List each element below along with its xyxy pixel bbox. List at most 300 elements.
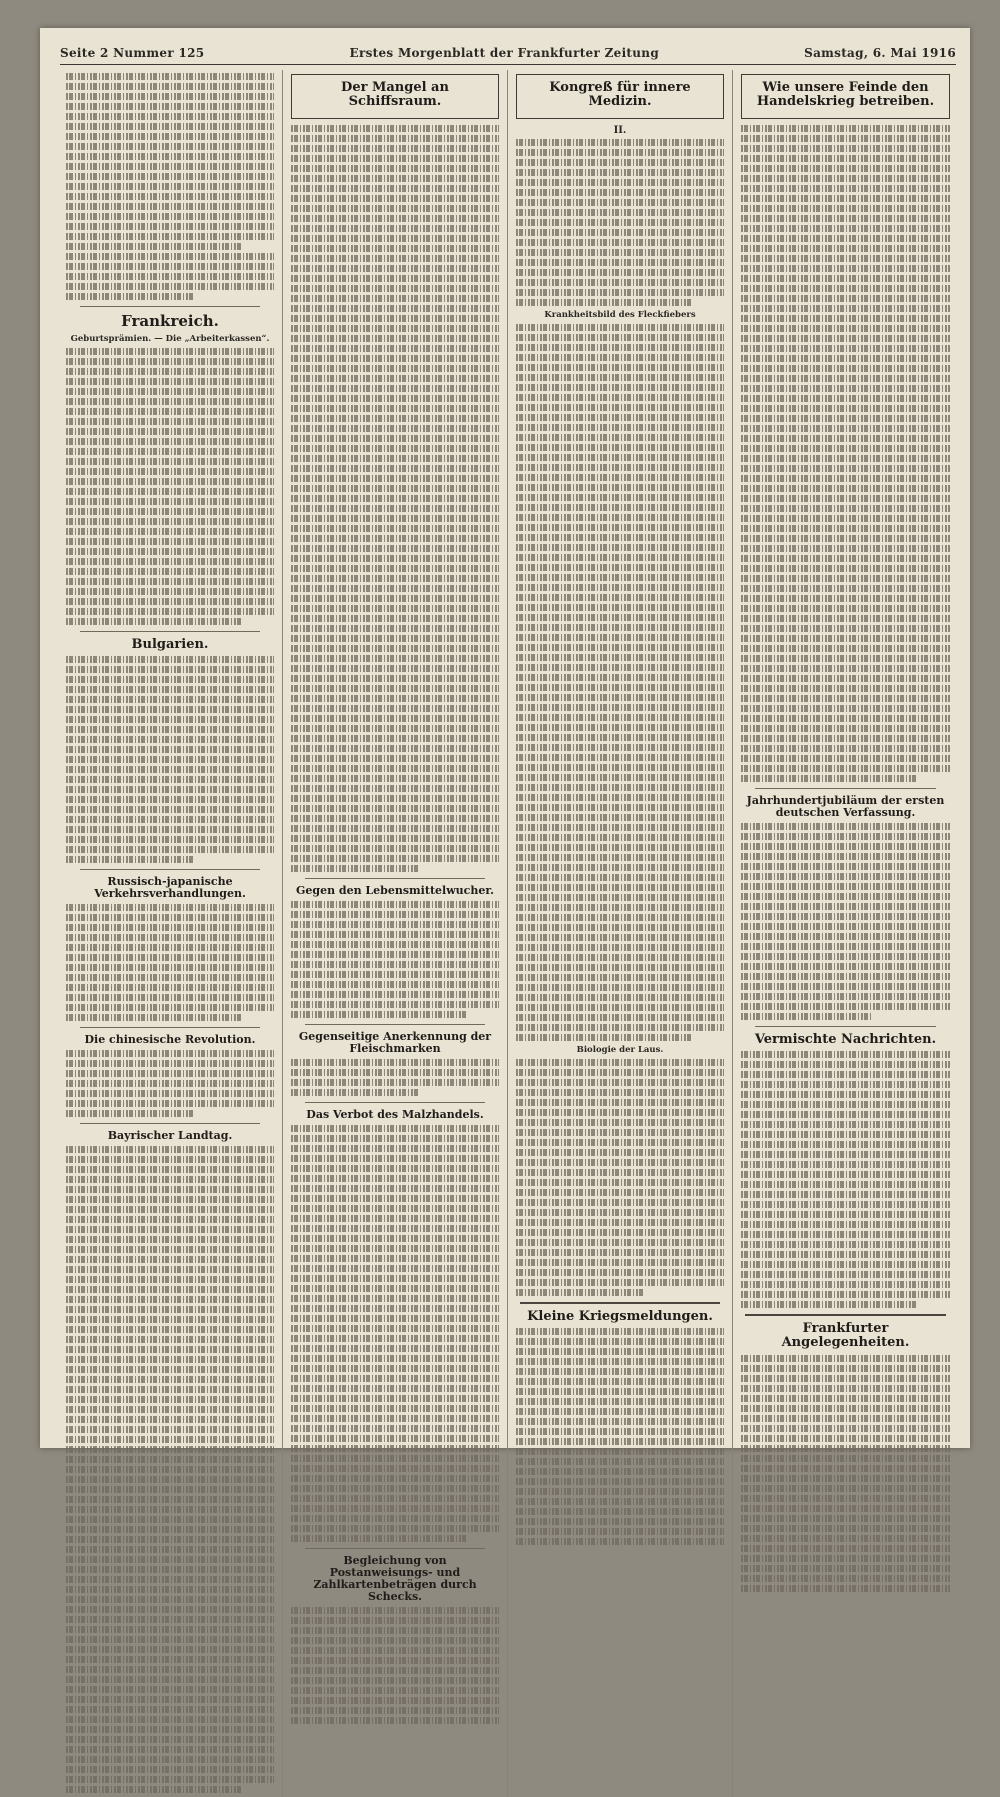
text-line — [741, 565, 950, 572]
text-line — [516, 1239, 724, 1246]
text-line — [66, 1080, 274, 1087]
article-handelskrieg — [741, 125, 950, 782]
text-line — [741, 1071, 950, 1078]
text-line — [291, 695, 499, 702]
text-line — [741, 973, 950, 980]
text-line — [66, 498, 274, 505]
text-line — [741, 435, 950, 442]
text-line — [516, 504, 724, 511]
text-line — [741, 1271, 950, 1278]
text-line — [741, 963, 950, 970]
text-line — [291, 745, 499, 752]
issue-date: Samstag, 6. Mai 1916 — [804, 46, 956, 60]
text-line — [741, 295, 950, 302]
text-line — [66, 1346, 274, 1353]
text-line — [66, 283, 274, 290]
headline-russisch-japanisch: Russisch-japanische Verkehrsverhandlungen. — [94, 874, 246, 900]
text-line — [291, 325, 499, 332]
text-line — [66, 1456, 274, 1463]
text-line — [516, 974, 724, 981]
text-line — [66, 706, 274, 713]
text-line — [291, 931, 499, 938]
divider-rule — [305, 1102, 485, 1103]
text-line — [66, 608, 274, 615]
article-continuation — [66, 73, 274, 300]
text-line — [741, 1101, 950, 1108]
text-line — [66, 1606, 274, 1613]
text-line — [291, 855, 499, 862]
text-line — [741, 685, 950, 692]
text-line — [66, 163, 274, 170]
text-line — [516, 954, 724, 961]
text-line — [66, 1716, 274, 1723]
text-line — [741, 395, 950, 402]
text-line — [741, 385, 950, 392]
article-kongress-intro — [516, 139, 724, 306]
text-line — [516, 1269, 724, 1276]
text-line — [516, 1149, 724, 1156]
divider-rule — [755, 788, 936, 789]
text-line — [741, 1415, 950, 1422]
text-line — [66, 73, 274, 80]
text-line — [66, 598, 274, 605]
text-line — [291, 605, 499, 612]
text-line — [741, 545, 950, 552]
text-line — [516, 874, 724, 881]
text-line — [291, 865, 420, 872]
text-line — [516, 1169, 724, 1176]
text-line — [66, 578, 274, 585]
text-line — [66, 1666, 274, 1673]
text-line — [291, 615, 499, 622]
text-line — [741, 715, 950, 722]
text-line — [741, 305, 950, 312]
text-line — [741, 1535, 950, 1542]
text-line — [741, 1251, 950, 1258]
text-line — [291, 1375, 499, 1382]
text-line — [516, 484, 724, 491]
text-line — [741, 185, 950, 192]
text-line — [66, 1326, 274, 1333]
text-line — [291, 575, 499, 582]
text-line — [291, 715, 499, 722]
text-line — [741, 1445, 950, 1452]
headline-bulgarien: Bulgarien. — [131, 636, 209, 652]
text-line — [66, 1146, 274, 1153]
text-line — [741, 1231, 950, 1238]
divider-rule — [520, 1302, 720, 1304]
text-line — [291, 1455, 499, 1462]
divider-rule — [745, 1314, 946, 1316]
text-line — [741, 1395, 950, 1402]
divider-rule — [80, 1027, 260, 1028]
text-line — [516, 209, 724, 216]
text-line — [291, 565, 499, 572]
text-line — [66, 1476, 274, 1483]
text-line — [66, 253, 274, 260]
text-line — [66, 408, 274, 415]
text-line — [291, 825, 499, 832]
text-line — [66, 924, 274, 931]
headline-kongress-innere-medizin: Kongreß für innere Medizin. — [549, 80, 691, 110]
text-line — [741, 1435, 950, 1442]
text-line — [66, 143, 274, 150]
text-line — [291, 775, 499, 782]
text-line — [741, 933, 950, 940]
text-line — [291, 765, 499, 772]
text-line — [291, 1687, 499, 1694]
text-line — [66, 1406, 274, 1413]
text-line — [741, 675, 950, 682]
text-line — [291, 515, 499, 522]
text-line — [741, 1003, 950, 1010]
text-line — [291, 951, 499, 958]
text-line — [516, 784, 724, 791]
text-line — [291, 961, 499, 968]
text-line — [291, 245, 499, 252]
text-line — [741, 1425, 950, 1432]
text-line — [291, 205, 499, 212]
text-line — [516, 544, 724, 551]
divider-rule — [305, 1024, 485, 1025]
text-line — [516, 1448, 724, 1455]
text-line — [291, 265, 499, 272]
text-line — [291, 1395, 499, 1402]
page-number: Seite 2 Nummer 125 — [60, 46, 205, 60]
text-line — [66, 1236, 274, 1243]
text-line — [66, 756, 274, 763]
divider-rule — [80, 869, 260, 870]
text-line — [741, 365, 950, 372]
text-line — [741, 883, 950, 890]
text-line — [741, 1221, 950, 1228]
text-line — [741, 953, 950, 960]
text-line — [516, 464, 724, 471]
text-line — [741, 735, 950, 742]
text-line — [741, 515, 950, 522]
text-line — [516, 1034, 691, 1041]
text-line — [291, 425, 499, 432]
text-line — [741, 1545, 950, 1552]
text-line — [291, 255, 499, 262]
text-line — [741, 983, 950, 990]
text-line — [741, 665, 950, 672]
text-line — [516, 1229, 724, 1236]
headline-schiffsraum: Der Mangel an Schiffsraum. — [341, 80, 449, 110]
text-line — [741, 455, 950, 462]
text-line — [66, 1256, 274, 1263]
text-line — [516, 1488, 724, 1495]
text-line — [291, 625, 499, 632]
text-line — [291, 635, 499, 642]
text-line — [516, 199, 724, 206]
column-4 — [733, 70, 958, 1797]
subhead-biologie-der-laus: Biologie der Laus. — [576, 1044, 664, 1055]
text-line — [291, 275, 499, 282]
text-line — [741, 1495, 950, 1502]
text-line — [741, 1201, 950, 1208]
text-line — [516, 664, 724, 671]
text-line — [66, 358, 274, 365]
newspaper-title: Erstes Morgenblatt der Frankfurter Zeitung — [349, 46, 660, 60]
text-line — [291, 535, 499, 542]
text-line — [516, 614, 724, 621]
text-line — [516, 334, 724, 341]
text-line — [291, 1425, 499, 1432]
text-line — [291, 845, 499, 852]
article-frankfurter-angelegenheiten — [741, 1355, 950, 1592]
text-line — [291, 585, 499, 592]
text-line — [741, 145, 950, 152]
text-line — [741, 535, 950, 542]
text-line — [741, 695, 950, 702]
text-line — [291, 735, 499, 742]
text-line — [291, 465, 499, 472]
text-line — [741, 1051, 950, 1058]
text-line — [516, 1219, 724, 1226]
text-line — [66, 618, 241, 625]
text-line — [66, 1686, 274, 1693]
text-line — [516, 814, 724, 821]
text-line — [741, 1565, 950, 1572]
text-line — [516, 289, 724, 296]
text-line — [741, 755, 950, 762]
text-line — [516, 1099, 724, 1106]
text-line — [291, 525, 499, 532]
text-line — [66, 1676, 274, 1683]
text-line — [291, 921, 499, 928]
text-line — [741, 255, 950, 262]
text-line — [516, 914, 724, 921]
text-line — [741, 745, 950, 752]
text-line — [516, 1109, 724, 1116]
text-line — [741, 1405, 950, 1412]
text-line — [516, 684, 724, 691]
text-line — [516, 1089, 724, 1096]
text-line — [291, 1657, 499, 1664]
text-line — [291, 655, 499, 662]
text-line — [291, 375, 499, 382]
text-line — [741, 1081, 950, 1088]
text-line — [66, 293, 195, 300]
text-line — [66, 348, 274, 355]
text-line — [291, 1285, 499, 1292]
text-line — [516, 514, 724, 521]
text-line — [291, 1225, 499, 1232]
article-frankreich — [66, 348, 274, 625]
text-line — [516, 189, 724, 196]
text-line — [741, 923, 950, 930]
text-line — [291, 1135, 499, 1142]
text-line — [66, 1226, 274, 1233]
text-line — [291, 1145, 499, 1152]
text-line — [66, 528, 274, 535]
text-line — [741, 485, 950, 492]
text-line — [516, 259, 724, 266]
text-line — [516, 624, 724, 631]
text-line — [741, 335, 950, 342]
text-line — [741, 465, 950, 472]
text-line — [741, 475, 950, 482]
text-line — [66, 558, 274, 565]
text-line — [516, 1458, 724, 1465]
text-line — [516, 364, 724, 371]
text-line — [66, 676, 274, 683]
text-line — [66, 984, 274, 991]
text-line — [66, 786, 274, 793]
text-line — [516, 354, 724, 361]
divider-rule — [80, 1123, 260, 1124]
text-line — [291, 235, 499, 242]
text-line — [66, 428, 274, 435]
text-line — [516, 884, 724, 891]
text-line — [66, 1586, 274, 1593]
text-line — [291, 555, 499, 562]
text-line — [66, 954, 274, 961]
text-line — [741, 495, 950, 502]
text-line — [291, 1175, 499, 1182]
text-line — [516, 249, 724, 256]
headline-box-handelskrieg — [741, 74, 950, 119]
text-line — [66, 1246, 274, 1253]
text-line — [66, 478, 274, 485]
text-line — [741, 325, 950, 332]
text-line — [741, 1385, 950, 1392]
text-line — [291, 685, 499, 692]
text-line — [516, 149, 724, 156]
text-line — [291, 1475, 499, 1482]
text-line — [66, 83, 274, 90]
text-line — [516, 724, 724, 731]
text-line — [291, 1011, 466, 1018]
text-line — [66, 203, 274, 210]
text-line — [516, 384, 724, 391]
text-line — [291, 1305, 499, 1312]
text-line — [741, 155, 950, 162]
divider-rule — [305, 878, 485, 879]
text-line — [741, 1525, 950, 1532]
text-line — [66, 378, 274, 385]
text-line — [741, 615, 950, 622]
article-krankheitsbild — [516, 324, 724, 1041]
text-line — [66, 1516, 274, 1523]
text-line — [66, 1306, 274, 1313]
column-3 — [508, 70, 733, 1797]
text-line — [66, 1776, 274, 1783]
text-line — [291, 1001, 499, 1008]
text-line — [291, 805, 499, 812]
text-line — [516, 554, 724, 561]
text-line — [516, 634, 724, 641]
text-line — [291, 355, 499, 362]
text-line — [516, 1508, 724, 1515]
text-line — [741, 405, 950, 412]
text-line — [516, 804, 724, 811]
text-line — [516, 534, 724, 541]
text-line — [66, 488, 274, 495]
text-line — [66, 1706, 274, 1713]
text-line — [66, 1436, 274, 1443]
text-line — [516, 474, 724, 481]
text-line — [741, 285, 950, 292]
text-line — [66, 1316, 274, 1323]
text-line — [291, 405, 499, 412]
text-line — [741, 355, 950, 362]
text-line — [66, 826, 274, 833]
text-line — [516, 924, 724, 931]
column-1 — [58, 70, 283, 1797]
article-biologie — [516, 1059, 724, 1296]
text-line — [291, 385, 499, 392]
text-line — [291, 1707, 499, 1714]
text-line — [516, 1498, 724, 1505]
text-line — [66, 776, 274, 783]
text-line — [291, 455, 499, 462]
text-line — [66, 438, 274, 445]
text-line — [741, 1475, 950, 1482]
text-line — [741, 1301, 917, 1308]
text-line — [66, 193, 274, 200]
text-line — [291, 1069, 499, 1076]
text-line — [66, 1376, 274, 1383]
text-line — [516, 794, 724, 801]
text-line — [516, 584, 724, 591]
text-line — [291, 941, 499, 948]
text-line — [291, 435, 499, 442]
text-line — [516, 1014, 724, 1021]
text-line — [291, 285, 499, 292]
text-line — [291, 1697, 499, 1704]
text-line — [66, 746, 274, 753]
text-line — [516, 1279, 724, 1286]
text-line — [291, 295, 499, 302]
text-line — [741, 1121, 950, 1128]
text-line — [516, 934, 724, 941]
text-line — [516, 1179, 724, 1186]
article-kriegsmeldungen — [516, 1328, 724, 1545]
text-line — [516, 1024, 724, 1031]
text-line — [66, 518, 274, 525]
text-line — [741, 833, 950, 840]
text-line — [516, 229, 724, 236]
text-line — [66, 368, 274, 375]
text-line — [741, 903, 950, 910]
text-line — [741, 863, 950, 870]
text-line — [516, 299, 691, 306]
text-line — [291, 545, 499, 552]
text-line — [66, 263, 274, 270]
text-line — [516, 824, 724, 831]
text-line — [741, 445, 950, 452]
text-line — [66, 1100, 274, 1107]
text-line — [516, 734, 724, 741]
text-line — [66, 666, 274, 673]
text-line — [291, 125, 499, 132]
text-line — [66, 508, 274, 515]
text-line — [66, 1726, 274, 1733]
text-line — [291, 911, 499, 918]
text-line — [66, 696, 274, 703]
text-line — [66, 1366, 274, 1373]
text-line — [291, 981, 499, 988]
text-line — [516, 864, 724, 871]
text-line — [741, 1141, 950, 1148]
text-line — [291, 1717, 499, 1724]
text-line — [291, 1365, 499, 1372]
text-line — [516, 694, 724, 701]
text-line — [516, 964, 724, 971]
text-line — [66, 538, 274, 545]
